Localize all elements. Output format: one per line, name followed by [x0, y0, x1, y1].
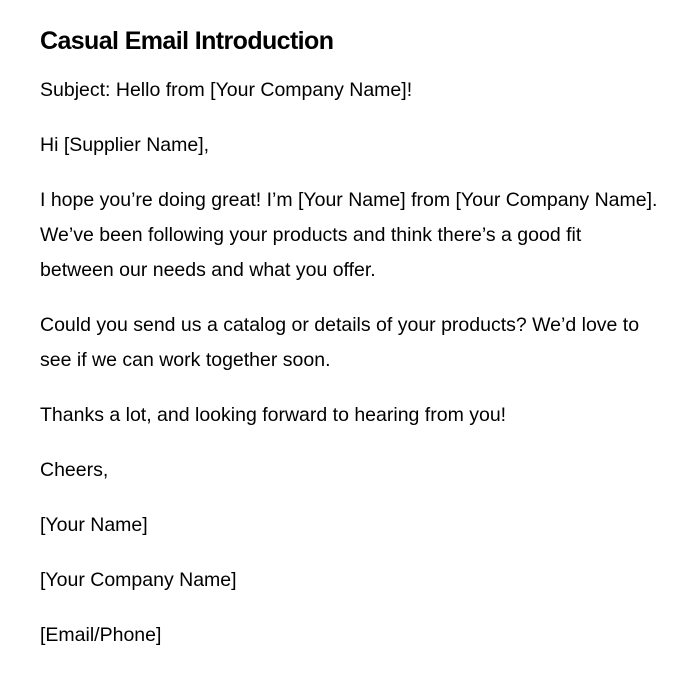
- email-body-paragraph-request: Could you send us a catalog or details of your products? We’d love to see if we can work together soon.: [40, 314, 640, 371]
- document-title: Casual Email Introduction: [40, 27, 334, 55]
- email-signoff: Cheers,: [40, 459, 109, 481]
- signature-company: [Your Company Name]: [40, 569, 237, 591]
- email-subject-line: Subject: Hello from [Your Company Name]!: [40, 79, 413, 101]
- signature-name: [Your Name]: [40, 514, 148, 536]
- signature-contact: [Email/Phone]: [40, 624, 162, 646]
- email-body-paragraph-intro: I hope you’re doing great! I’m [Your Name] from [Your Company Name]. We’ve been following your products and think there’s a good fit between our needs and what you offer.: [40, 189, 658, 281]
- email-greeting: Hi [Supplier Name],: [40, 134, 210, 156]
- email-body-paragraph-thanks: Thanks a lot, and looking forward to hearing from you!: [40, 404, 507, 426]
